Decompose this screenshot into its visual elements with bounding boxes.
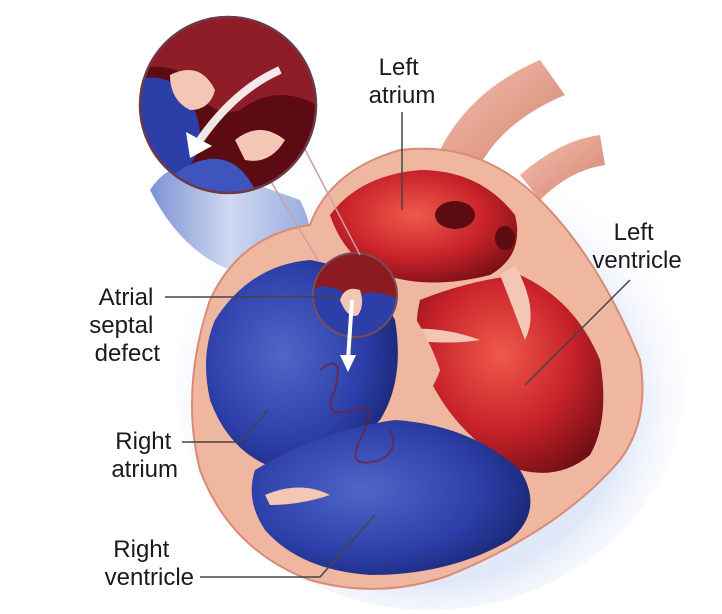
label-right-ventricle: Right ventricle <box>104 536 194 591</box>
label-right-atrium: Right atrium <box>111 428 178 483</box>
pulmonary-vein-opening <box>495 226 515 250</box>
label-left-atrium: Left atrium <box>368 54 436 109</box>
pulmonary-vein-opening <box>435 201 475 229</box>
aortic-arch <box>440 60 565 165</box>
label-left-ventricle: Left ventricle <box>592 219 682 274</box>
label-atrial-septal-defect: Atrial septal defect <box>89 284 160 367</box>
